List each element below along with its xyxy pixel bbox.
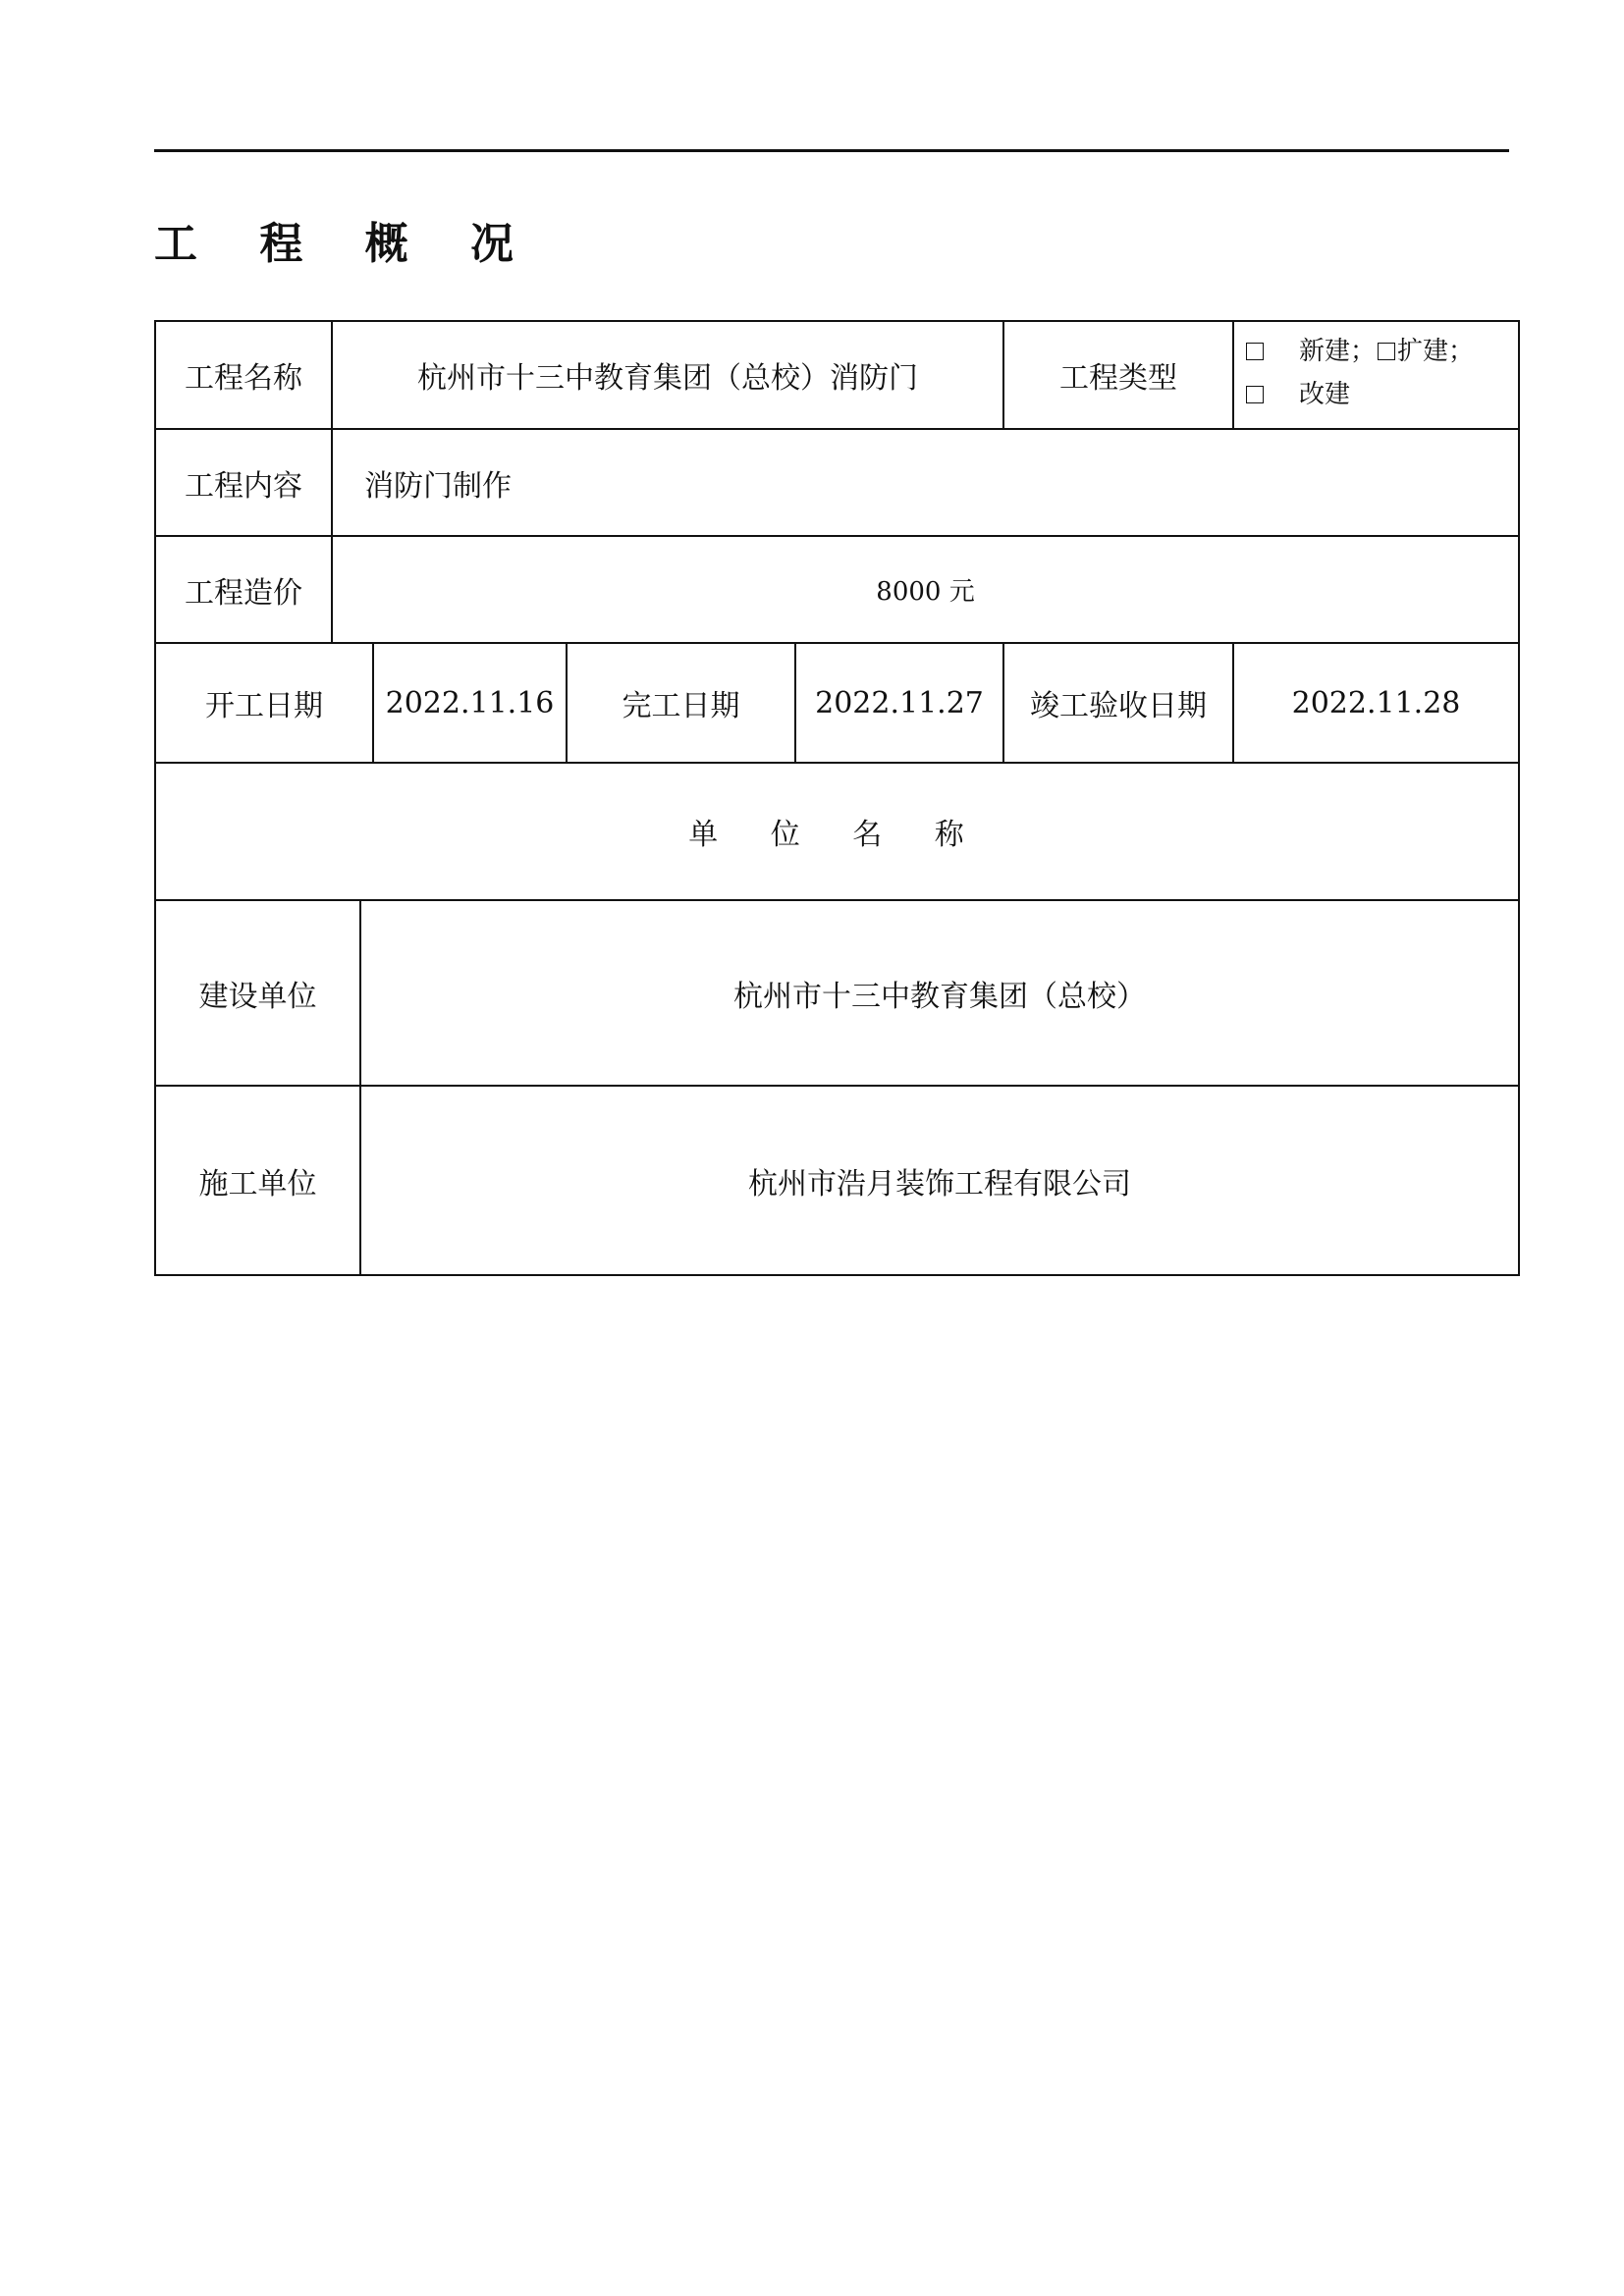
project-overview-table: [154, 320, 1520, 1276]
option-rebuild-label: 改建: [1299, 380, 1351, 409]
checkbox-new[interactable]: [1246, 343, 1264, 360]
contractor-value: 杭州市浩月装饰工程有限公司: [748, 1166, 1131, 1201]
project-type-options: [1246, 330, 1474, 416]
column-divider: [1232, 322, 1234, 428]
start-date-value: 2022.11.16: [385, 685, 555, 721]
construction-owner-value: 杭州市十三中教育集团（总校）: [733, 979, 1146, 1014]
top-rule: [154, 149, 1509, 152]
project-content-label: 工程内容: [185, 468, 302, 504]
page-title: 工 程 概 况: [154, 219, 537, 269]
project-name-label: 工程名称: [185, 361, 302, 396]
project-name-value: 杭州市十三中教育集团（总校）消防门: [417, 361, 918, 396]
project-cost-value: 8000 元: [876, 577, 975, 607]
option-expand-label: 扩建；: [1397, 337, 1475, 366]
finish-date-label: 完工日期: [622, 689, 740, 723]
option-new-label: 新建；: [1299, 337, 1377, 366]
construction-owner-label: 建设单位: [198, 979, 317, 1014]
project-cost-label: 工程造价: [185, 575, 302, 611]
acceptance-date-value: 2022.11.28: [1291, 685, 1461, 721]
finish-date-value: 2022.11.27: [815, 685, 984, 721]
contractor-label: 施工单位: [198, 1166, 317, 1201]
checkbox-expand[interactable]: [1378, 343, 1395, 360]
start-date-label: 开工日期: [205, 689, 323, 723]
unit-section-header: 单 位 名 称: [688, 818, 986, 852]
project-type-label: 工程类型: [1059, 361, 1177, 396]
acceptance-date-label: 竣工验收日期: [1030, 689, 1207, 723]
project-content-value: 消防门制作: [364, 468, 512, 504]
checkbox-rebuild[interactable]: [1246, 386, 1264, 403]
